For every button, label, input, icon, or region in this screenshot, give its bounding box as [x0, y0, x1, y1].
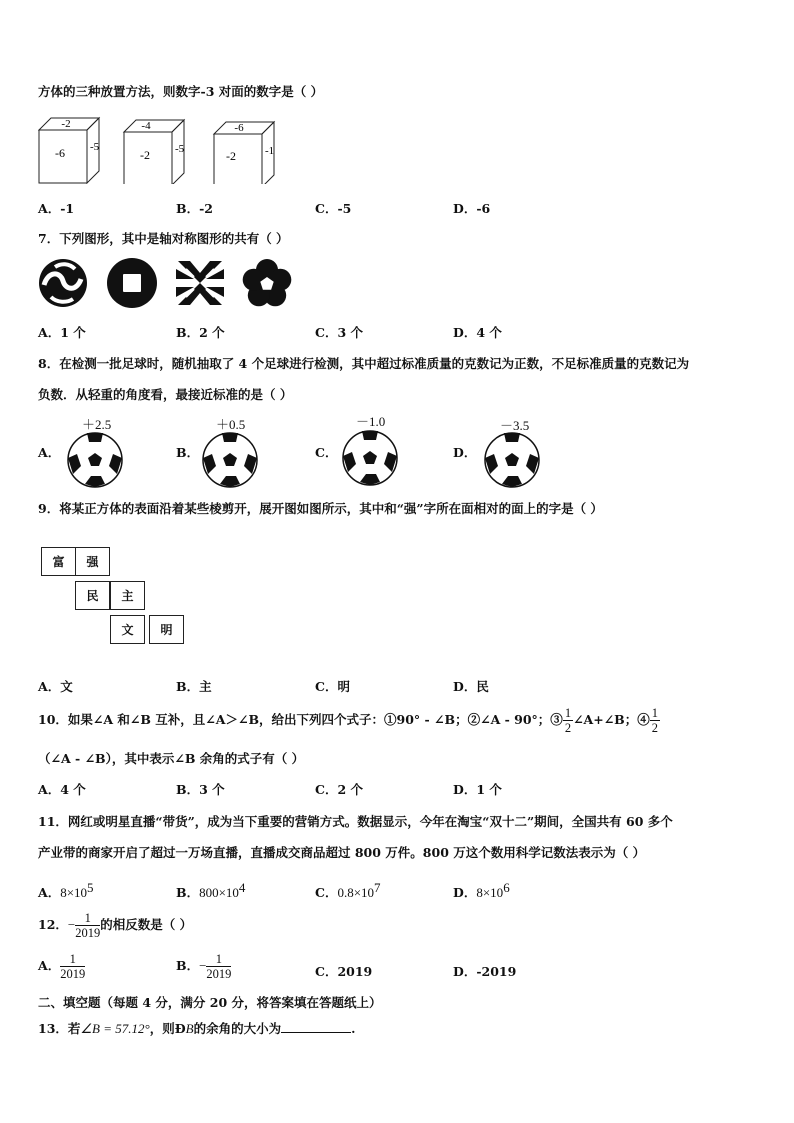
net-cell-wen: 文	[110, 615, 145, 644]
q11-text-line1: 11．网红或明星直播“带货”，成为当下重要的营销方式。数据显示，今年在淘宝“双十二”期间，全国共有 60 多个	[38, 814, 673, 829]
q11-option-c[interactable]: C．$0.8\times 10^7$	[315, 880, 381, 901]
q12-option-b[interactable]: B．− $\frac{1}{2019}$	[176, 952, 232, 981]
section-2-heading: 二、填空题（每题 4 分，满分 20 分，将答案填在答题纸上）	[38, 995, 382, 1010]
q7-option-b[interactable]: B．2 个	[176, 325, 225, 340]
q11-option-a[interactable]: A．$8\times 10^5$	[38, 880, 94, 901]
cube2-top: -4	[141, 120, 151, 132]
q7-option-d[interactable]: D．4 个	[453, 325, 502, 340]
q13-text: 13．若∠B = 57.12°，则ÐB的余角的大小为 .	[38, 1021, 356, 1036]
cube3-front: -2	[226, 149, 236, 163]
q12-text: 12．− $\frac{1}{2019}$ 的相反数是（ ）	[38, 911, 193, 940]
cube1-front: -6	[55, 146, 65, 160]
q12-option-a[interactable]: A． $\frac{1}{2019}$	[38, 952, 86, 981]
symbol-knot-icon	[176, 261, 224, 305]
q9-option-c[interactable]: C．明	[315, 679, 350, 694]
symbol-coin-icon	[107, 258, 157, 308]
cube2-front: -2	[140, 148, 150, 162]
symbol-pentagon-icon	[243, 259, 292, 306]
q8-text-line2: 负数．从轻重的角度看，最接近标准的是（ ）	[38, 387, 293, 402]
q6-text: 方体的三种放置方法，则数字-3 对面的数字是（ ）	[38, 84, 324, 99]
soccer-ball-b-icon	[200, 432, 262, 490]
cube2-side: -5	[175, 143, 185, 155]
net-cell-min: 民	[75, 581, 110, 610]
q11-option-d[interactable]: D．$8\times 10^6$	[453, 880, 510, 901]
q10-text-a: 10．如果∠A 和∠B 互补，且∠A＞∠B，给出下列四个式子：①90° - ∠B；②∠A - 90°；③	[38, 712, 563, 727]
q9-option-a[interactable]: A．文	[38, 679, 73, 694]
symbol-wave-icon	[39, 259, 87, 307]
cube1-side: -5	[90, 141, 100, 153]
cube1-top: -2	[61, 118, 71, 130]
net-cell-ming: 明	[149, 615, 184, 644]
cube3-top: -6	[234, 122, 244, 134]
q10-option-a[interactable]: A．4 个	[38, 782, 86, 797]
q10-frac-1: $\frac{1}{2}$	[564, 706, 572, 735]
q10-option-d[interactable]: D．1 个	[453, 782, 502, 797]
ball-c-label: －1.0	[356, 414, 386, 429]
ball-d-label: －3.5	[500, 418, 530, 433]
soccer-ball-c-icon	[340, 430, 402, 488]
q7-text: 7．下列图形，其中是轴对称图形的共有（ ）	[38, 231, 289, 246]
q7-option-c[interactable]: C．3 个	[315, 325, 363, 340]
q7-option-a[interactable]: A．1 个	[38, 325, 86, 340]
q9-option-b[interactable]: B．主	[176, 679, 212, 694]
q9-option-d[interactable]: D．民	[453, 679, 489, 694]
q6-option-d[interactable]: D．-6	[453, 201, 491, 216]
ball-a-label: ＋2.5	[82, 417, 112, 432]
q9-text: 9．将某正方体的表面沿着某些棱剪开，展开图如图所示，其中和“强”字所在面相对的面上的字是（ ）	[38, 501, 603, 516]
ball-b-label: ＋0.5	[216, 417, 246, 432]
q10-option-c[interactable]: C．2 个	[315, 782, 363, 797]
q10-text-line2: （∠A - ∠B），其中表示∠B 余角的式子有（ ）	[38, 751, 305, 766]
q8-option-a[interactable]: A．	[38, 445, 61, 460]
q10-text-line1	[38, 706, 660, 735]
net-cell-fu: 富	[41, 547, 76, 576]
q8-option-d[interactable]: D．	[453, 445, 477, 460]
q10-frac-2: $\frac{1}{2}$	[651, 706, 658, 735]
q6-option-b[interactable]: B．-2	[176, 201, 213, 216]
q6-option-c[interactable]: C．-5	[315, 201, 352, 216]
q12-option-d[interactable]: D．-2019	[453, 964, 517, 979]
q12-option-c[interactable]: C．2019	[315, 964, 373, 979]
q6-cubes-figure	[38, 114, 288, 184]
net-cell-qiang: 强	[75, 547, 110, 576]
q10-option-b[interactable]: B．3 个	[176, 782, 225, 797]
q7-shapes-figure	[38, 257, 298, 311]
soccer-ball-a-icon	[65, 432, 127, 490]
net-cell-zhu: 主	[110, 581, 145, 610]
cube3-side: -1	[265, 145, 275, 157]
soccer-ball-d-icon	[482, 432, 544, 490]
q13-answer-blank[interactable]	[281, 1020, 351, 1033]
q11-text-line2: 产业带的商家开启了超过一万场直播，直播成交商品超过 800 万件。800 万这个数用科学记数法表示为（ ）	[38, 845, 646, 860]
q11-option-b[interactable]: B．$800\times 10^4$	[176, 880, 246, 901]
q8-option-c[interactable]: C．	[315, 445, 338, 460]
q12-fraction: $\frac{1}{2019}$	[75, 911, 101, 940]
q8-text-line1: 8．在检测一批足球时，随机抽取了 4 个足球进行检测，其中超过标准质量的克数记为正数，不足标准质量的克数记为	[38, 356, 690, 371]
q8-option-b[interactable]: B．	[176, 445, 200, 460]
q6-option-a[interactable]: A．-1	[38, 201, 75, 216]
q10-text-b: ∠A+∠B；④	[573, 712, 650, 727]
